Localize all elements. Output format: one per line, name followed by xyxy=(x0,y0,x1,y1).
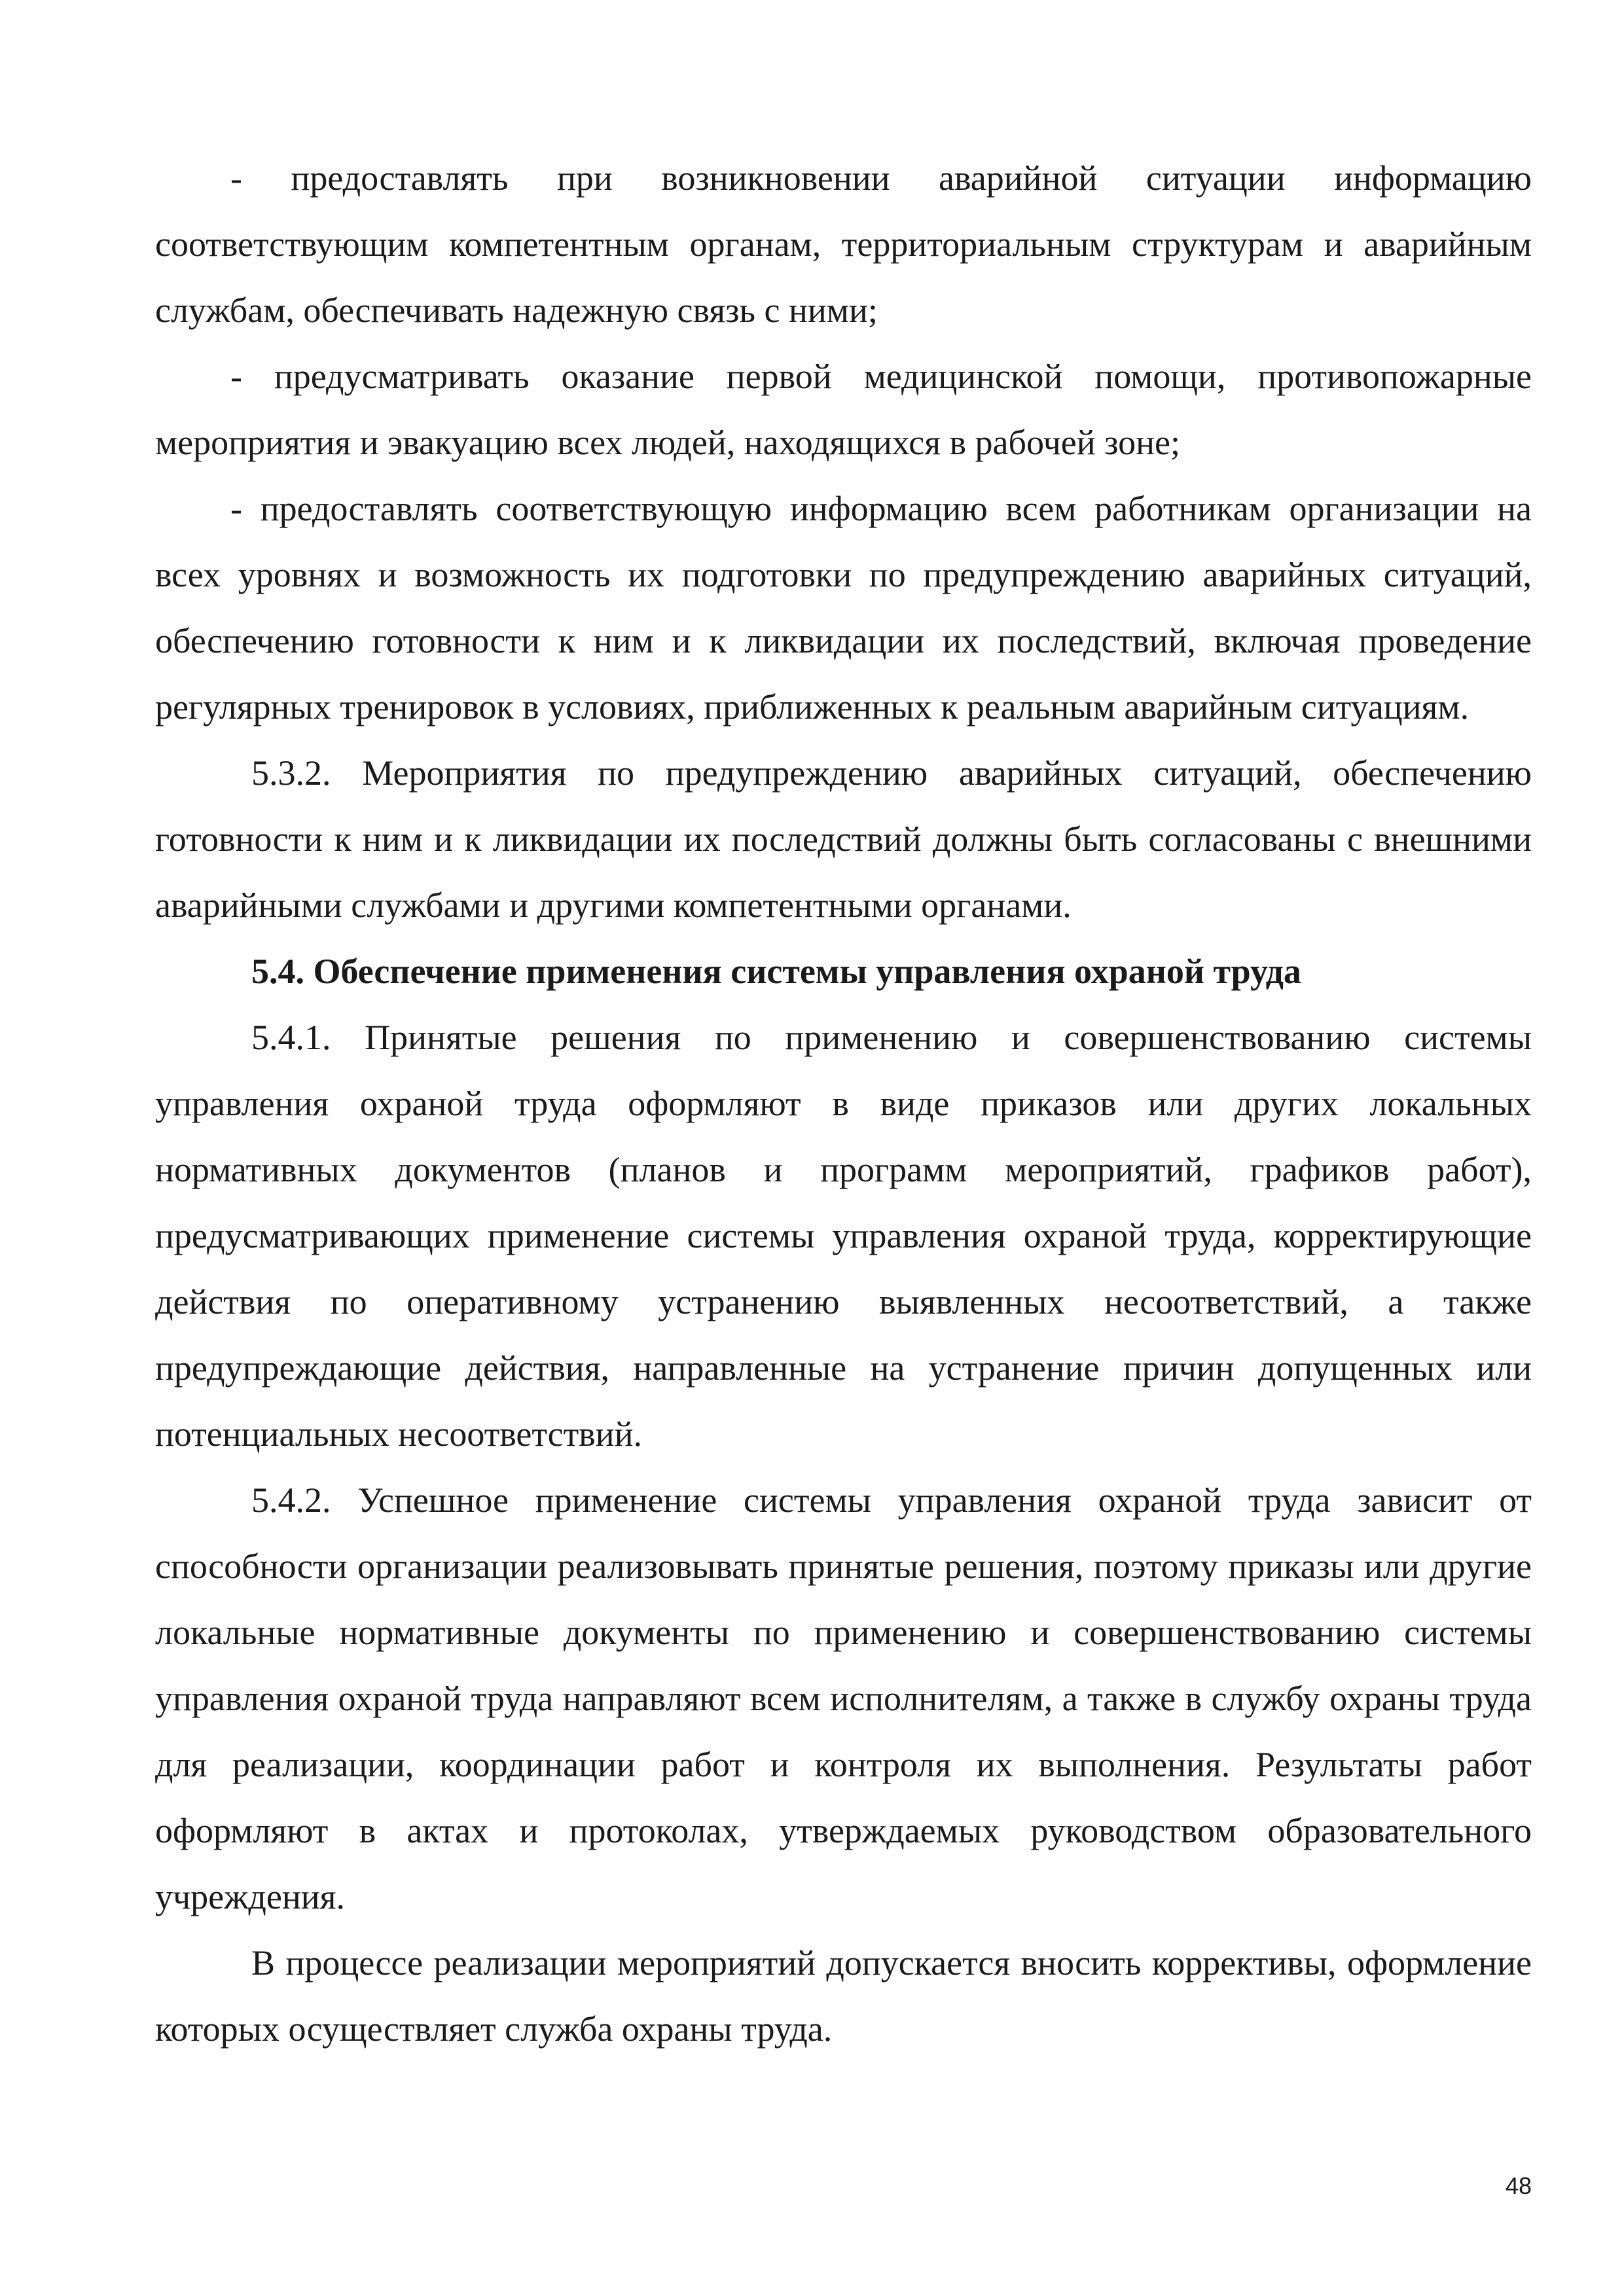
page-number: 48 xyxy=(1505,2172,1532,2199)
paragraph-5-4-2: 5.4.2. Успешное применение системы управления охраной труда зависит от способности организации реализовывать принятые решения, поэтому приказы или другие локальные нормативные документы по применению и совершенствованию системы управления охраной труда направляют всем исполнителям, а также в службу охраны труда для реализации, координации работ и контроля их выполнения. Результаты работ оформляют в актах и протоколах, утверждаемых руководством образовательного учреждения. xyxy=(155,1480,1532,1916)
document-body xyxy=(155,145,1532,2062)
paragraph-adjustments: В процессе реализации мероприятий допускается вносить коррективы, оформление которых осуществляет служба охраны труда. xyxy=(155,1943,1532,2049)
bullet-staff-training: - предоставлять соответствующую информацию всем работникам организации на всех уровнях и возможность их подготовки по предупреждению аварийных ситуаций, обеспечению готовности к ним и к ликвидации их последствий, включая проведение регулярных тренировок в условиях, приближенных к реальным аварийным ситуациям. xyxy=(155,489,1532,726)
section-heading-5-4: 5.4. Обеспечение применения системы управления охраной труда xyxy=(251,952,1301,991)
paragraph-5-3-2: 5.3.2. Мероприятия по предупреждению аварийных ситуаций, обеспечению готовности к ним и к ликвидации их последствий должны быть согласованы с внешними аварийными службами и другими компетентными органами. xyxy=(155,753,1532,925)
bullet-emergency-information: - предоставлять при возникновении аварийной ситуации информацию соответствующим компетентным органам, территориальным структурам и аварийным службам, обеспечивать надежную связь с ними; xyxy=(155,158,1532,330)
paragraph-5-4-1: 5.4.1. Принятые решения по применению и совершенствованию системы управления охраной труда оформляют в виде приказов или других локальных нормативных документов (планов и программ мероприятий, графиков работ), предусматривающих применение системы управления охраной труда, корректирующие действия по оперативному устранению выявленных несоответствий, а также предупреждающие действия, направленные на устранение причин допущенных или потенциальных несоответствий. xyxy=(155,1018,1532,1454)
bullet-first-aid-evacuation: - предусматривать оказание первой медицинской помощи, противопожарные мероприятия и эвакуацию всех людей, находящихся в рабочей зоне; xyxy=(155,357,1532,462)
